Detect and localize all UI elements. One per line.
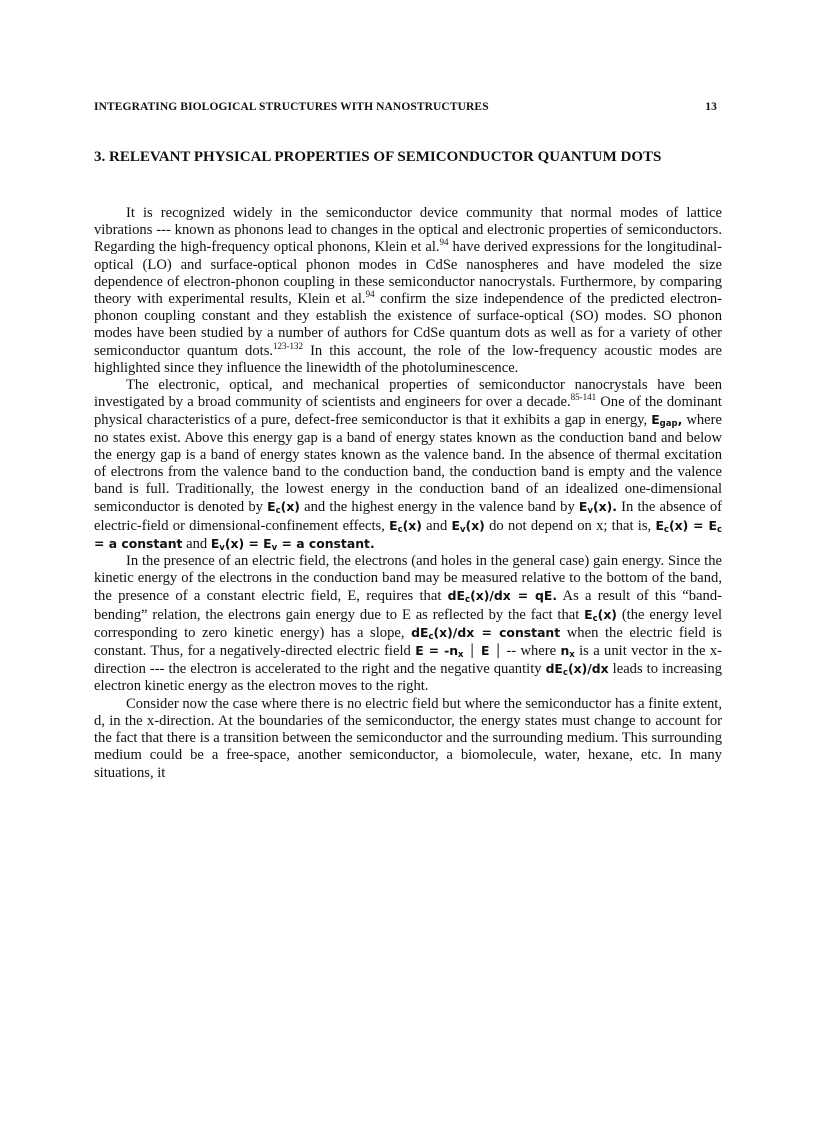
text-run: and — [421, 517, 452, 534]
citation: 94 — [439, 237, 449, 248]
citation: 85-141 — [570, 392, 597, 403]
math-nx: $n_x$ — [560, 643, 575, 661]
text-run: Consider now the case where there is no electric field but where the semiconductor has a finite extent, d, in the x-direction. At the boundaries of the semiconductor, the energy states must change to account for the fact that there is a transition between the semiconductor and the surrounding medium. This surrounding medium could be a free-space, another semiconductor, a biomolecule, water, hexane, etc. In many situations, it — [94, 695, 722, 781]
text-run: have derived expressions for the longitudinal-optical (LO) and surface-optical phonon modes in CdSe nanospheres and have modeled the size dependence of electron-phonon coupling in these semiconductor nanocrystals. Furthermore, by comparing theory with experimental results, Klein et al. — [94, 239, 723, 308]
citation: 123-132 — [273, 340, 304, 351]
math-egap: $E_{gap}$, — [651, 412, 683, 430]
math-ec: $E_c(x)$ — [267, 499, 300, 517]
paragraph-finite-extent — [94, 696, 722, 782]
text-run: As a result of this “band-bending” relation, the electrons gain energy due to E as reflected by the fact that — [94, 588, 722, 623]
text-run: In the presence of an electric field, the electrons (and holes in the general case) gain energy. Since the kinetic energy of the electrons in the conduction band may be measured relative to the bottom of the band, the presence of a constant electric field, E, requires that — [94, 553, 722, 605]
math-field: $E = -n_x$ │ E │ — [415, 643, 502, 661]
text-run: leads to increasing electron kinetic energy as the electron moves to the right. — [94, 661, 722, 695]
text-run: do not depend on x; that is, — [484, 517, 656, 534]
math-ec-constant: $E_c(x) = E_c = a$ constant — [94, 517, 722, 551]
paragraph-electronic-properties — [94, 377, 722, 553]
citation: 94 — [365, 289, 375, 300]
body-text — [94, 205, 722, 782]
text-run: In the absence of electric-field or dimensional-confinement effects, — [94, 499, 722, 534]
math-derivative: $dE_c(x)/dx$ — [545, 661, 609, 679]
running-title: INTEGRATING BIOLOGICAL STRUCTURES WITH NANOSTRUCTURES — [94, 101, 489, 113]
text-run: It is recognized widely in the semiconductor device community that normal modes of lattice vibrations --- known as phonons lead to changes in the optical and electronic properties of semiconductors. Regarding the high-frequency optical phonons, Klein et al. — [94, 205, 722, 256]
text-run: -- where — [502, 643, 561, 660]
text-run: One of the dominant physical characteristics of a pure, defect-free semiconductor is that it exhibits a gap in energy, — [94, 394, 722, 429]
math-ev-constant: $E_v(x) = E_v = a$ constant. — [210, 535, 375, 553]
text-run: is a unit vector in the x-direction --- the electron is accelerated to the right and the negative quantity — [94, 643, 722, 678]
paragraph-phonons — [94, 205, 722, 377]
page-number: 13 — [705, 101, 717, 113]
math-ev: $E_v(x)$. — [578, 499, 617, 517]
text-run: (the energy level corresponding to zero kinetic energy) has a slope, — [94, 606, 723, 641]
math-ec: $E_c(x)$ — [389, 517, 422, 535]
math-slope: $dE_c(x)/dx$ = constant — [411, 624, 561, 642]
text-run: and the highest energy in the valence band by — [299, 499, 579, 516]
text-run: confirm the size independence of the predicted electron-phonon coupling constant and they establish the existence of surface-optical (SO) modes. SO phonon modes have been studied by a number of authors for CdSe quantum dots as well as for a variety of other semiconductor quantum dots. — [94, 291, 722, 359]
math-ec: $E_c(x)$ — [584, 606, 617, 624]
text-run: when the electric field is constant. Thus, for a negatively-directed electric field — [94, 624, 722, 660]
text-run: and — [182, 535, 211, 552]
text-run: where no states exist. Above this energy gap is a band of energy states known as the conduction band and below the energy gap is a band of energy states known as the valence band. In the absence of thermal excitation of electrons from the valence band to the conduction band, the conduction band is empty and the valence band is full. Traditionally, the lowest energy in the conduction band of an idealized one-dimensional semiconductor is denoted by — [94, 412, 722, 516]
math-band-bending: $dE_c(x)/dx$ = qE. — [447, 588, 558, 606]
paragraph-electric-field — [94, 553, 722, 696]
text-run: The electronic, optical, and mechanical properties of semiconductor nanocrystals have been investigated by a broad community of scientists and engineers for over a decade. — [94, 377, 722, 411]
text-run: In this account, the role of the low-frequency acoustic modes are highlighted since they influence the linewidth of the photoluminescence. — [94, 342, 722, 376]
math-ev: $E_v(x)$ — [451, 517, 485, 535]
section-heading: 3. RELEVANT PHYSICAL PROPERTIES OF SEMICONDUCTOR QUANTUM DOTS — [94, 149, 662, 165]
